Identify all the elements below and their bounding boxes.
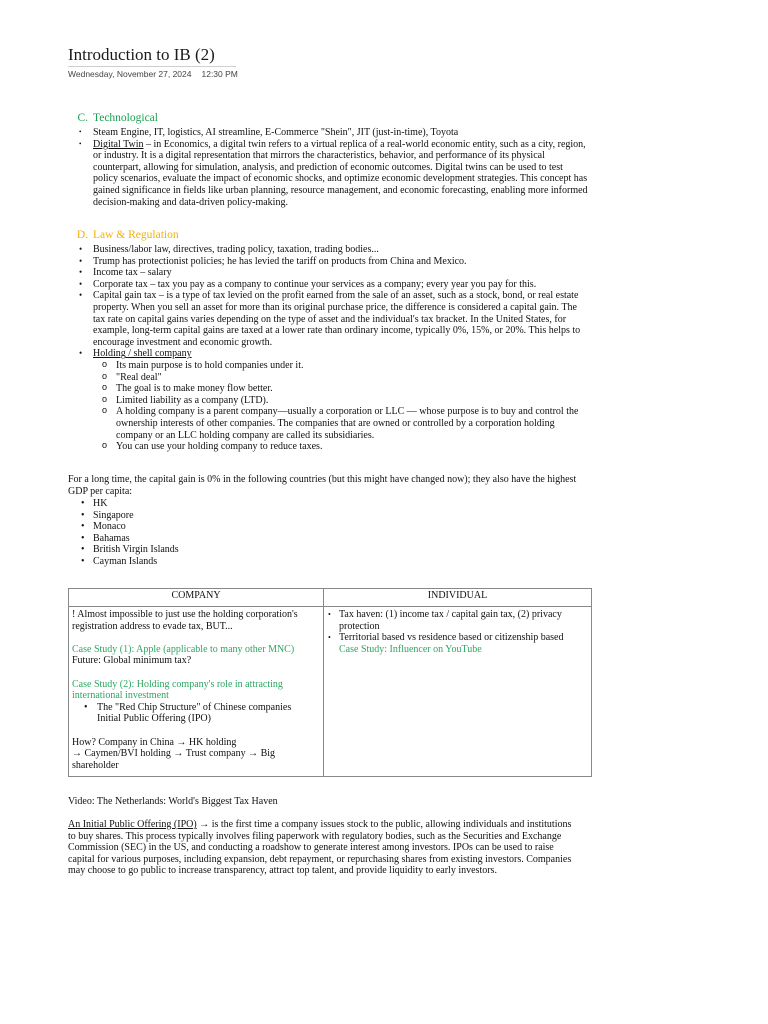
list-item: • Cayman Islands xyxy=(68,556,584,568)
list-item xyxy=(68,139,588,209)
list-item: • Steam Engine, IT, logistics, AI streamline, E-Commerce "Shein", JIT (just-in-time), Toyota xyxy=(68,127,588,139)
section-c-letter: C. xyxy=(77,112,88,124)
company-individual-table xyxy=(68,588,592,777)
page-datetime xyxy=(68,69,238,80)
section-c-title: Technological xyxy=(93,112,158,124)
company-cell[interactable] xyxy=(69,607,324,777)
case-study-holding: Case Study (2): Holding company's role in attracting international investment xyxy=(72,678,283,702)
holding-company-heading: Holding / shell company xyxy=(93,348,192,360)
sub-list-item: o A holding company is a parent company—usually a corporation or LLC — whose purpose is to buy and control the ownership interests of other companies. The companies that are owned or controlled by a corporation holding company or an LLC holding company are called its subsidiaries. xyxy=(68,406,584,441)
section-c-heading xyxy=(68,111,588,125)
capital-gain-paragraph: For a long time, the capital gain is 0% in the following countries (but this might have changed now); they also have the highest GDP per capita: xyxy=(68,474,577,497)
ipo-definition: → is the first time a company issues stock to the public, allowing individuals and institutions to buy shares. This process typically involves filing paperwork with regulatory bodies, such as the Securities and Exchange Commission (SEC) in the US, and conducting a roadshow to generate interest among investors. IPOs can be used to raise capital for various purposes, including expansion, debt repayment, or repurchasing shares from existing investors. Companies may choose to go public to increase transparency, attract top talent, and provide liquidity to early investors. xyxy=(68,819,572,877)
digital-twin-text: – in Economics, a digital twin refers to a virtual replica of a real-world economic entity, such as a city, region, or industry. It is a digital representation that mirrors the characteristics, behavior, and performance of its physical counterpart, allowing for simulation, analysis, and prediction of economic outcomes. Digital twins can be used to test policy scenarios, evaluate the impact of economic shocks, and optimize economic development strategies. This concept has gained significance in fields like urban planning, resource management, and economic forecasting, enabling more informed decision-making and data-driven policy-making. xyxy=(93,138,588,208)
page-time: 12:30 PM xyxy=(201,69,238,79)
case-study-youtube: Case Study: Influencer on YouTube xyxy=(339,643,482,655)
list-item xyxy=(72,702,320,725)
list-item: • Singapore xyxy=(68,510,584,522)
title-divider xyxy=(68,66,236,67)
list-item: • Tax haven: (1) income tax / capital gain tax, (2) privacy protection xyxy=(327,609,588,632)
section-d-letter: D. xyxy=(76,229,88,241)
sub-list-item: o "Real deal" xyxy=(68,372,584,384)
company-line-1: ! Almost impossible to just use the holding corporation's registration address to evade tax, BUT... xyxy=(72,609,298,632)
list-item: • Trump has protectionist policies; he has levied the tariff on products from China and Mexico. xyxy=(68,256,584,268)
red-chip-text: The "Red Chip Structure" of Chinese companies xyxy=(97,701,292,713)
list-item: • Capital gain tax – is a type of tax levied on the profit earned from the sale of an asset, such as a stock, bond, or real estate property. When you sell an asset for more than its original purchase price, the difference is considered a capital gain. The tax rate on capital gains varies depending on the type of asset and the individual's tax bracket. In the United States, for example, long-term capital gains are taxed at a lower rate than ordinary income, typically 0%, 15%, or 20%. This helps to encourage investment and economic growth. xyxy=(68,290,584,348)
page-title[interactable]: Introduction to IB (2) xyxy=(68,45,215,64)
page-date: Wednesday, November 27, 2024 xyxy=(68,69,192,79)
list-item: • British Virgin Islands xyxy=(68,544,584,556)
holding-company-list xyxy=(68,360,584,453)
red-chip-list xyxy=(72,702,320,725)
list-item: • Corporate tax – tax you pay as a company to continue your services as a company; every year you pay for this. xyxy=(68,279,584,291)
list-item: • Monaco xyxy=(68,521,584,533)
sub-list-item: o Its main purpose is to hold companies under it. xyxy=(68,360,584,372)
list-item: • Bahamas xyxy=(68,533,584,545)
case-study-apple: Case Study (1): Apple (applicable to many other MNC) xyxy=(72,643,295,655)
section-d-title: Law & Regulation xyxy=(93,229,179,241)
list-item xyxy=(68,348,584,452)
country-list xyxy=(68,498,584,568)
table-header-individual: INDIVIDUAL xyxy=(324,589,592,607)
sub-list-item: o The goal is to make money flow better. xyxy=(68,383,584,395)
sub-list-item: o Limited liability as a company (LTD). xyxy=(68,395,584,407)
table-row xyxy=(69,607,592,777)
digital-twin-term: Digital Twin xyxy=(93,138,144,150)
section-technological xyxy=(68,111,588,208)
section-d-heading xyxy=(68,228,584,242)
law-list xyxy=(68,244,584,453)
how-line-1: How? Company in China → HK holding xyxy=(72,736,237,748)
list-item: • HK xyxy=(68,498,584,510)
section-law-regulation xyxy=(68,228,584,453)
video-line: Video: The Netherlands: World's Biggest Tax Haven xyxy=(68,796,278,807)
ipo-paragraph xyxy=(68,819,580,877)
individual-list xyxy=(327,609,588,644)
list-item: • Business/labor law, directives, trading policy, taxation, trading bodies... xyxy=(68,244,584,256)
ipo-text: Initial Public Offering (IPO) xyxy=(97,713,211,725)
list-item: • Territorial based vs residence based or citizenship based xyxy=(327,632,588,644)
table-header-row xyxy=(69,589,592,607)
future-line: Future: Global minimum tax? xyxy=(72,655,192,667)
how-line-2: → Caymen/BVI holding → Trust company → Big shareholder xyxy=(72,748,276,771)
table-header-company: COMPANY xyxy=(69,589,324,607)
sub-list-item: o You can use your holding company to reduce taxes. xyxy=(68,441,584,453)
list-item: • Income tax – salary xyxy=(68,267,584,279)
technological-list xyxy=(68,127,588,208)
ipo-term: An Initial Public Offering (IPO) xyxy=(68,819,197,830)
individual-cell[interactable] xyxy=(324,607,592,777)
